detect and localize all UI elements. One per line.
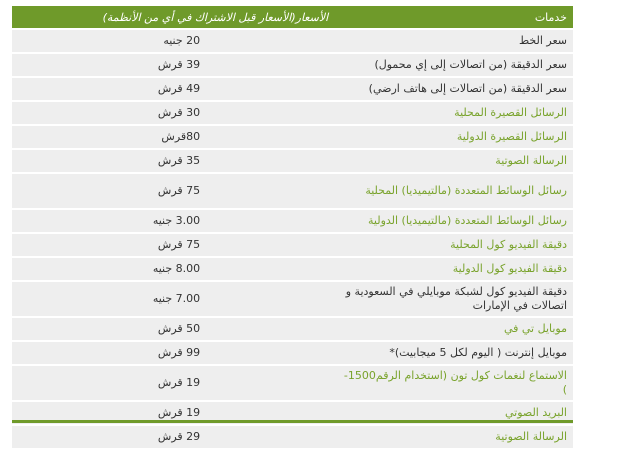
row-price: 19 قرش [12,366,334,400]
row-service-link[interactable]: البريد الصوتي [334,402,573,424]
row-price: 8.00 جنيه [12,258,334,280]
row-price: 30 قرش [12,102,334,124]
row-service: سعر الدقيقة (من اتصالات إلى إي محمول) [334,54,573,76]
row-service-link[interactable]: رسائل الوسائط المتعددة (مالتيميديا) المحلية [334,174,573,208]
pricing-table [12,4,573,450]
row-service-link[interactable]: رسائل الوسائط المتعددة (مالتيميديا) الدولية [334,210,573,232]
table-row [12,174,573,208]
row-price: 99 قرش [12,342,334,364]
row-price: 75 قرش [12,234,334,256]
row-service-link[interactable]: الرسالة الصوتية [334,426,573,448]
table-row [12,78,573,100]
row-price: 39 قرش [12,54,334,76]
table-row [12,282,573,316]
row-price: 75 قرش [12,174,334,208]
bottom-divider [12,420,573,423]
table-row [12,234,573,256]
row-price: 19 قرش [12,402,334,424]
row-service-link[interactable]: دقيقة الفيديو كول الدولية [334,258,573,280]
row-service-link[interactable]: موبايل تي في [334,318,573,340]
row-service-link[interactable]: دقيقة الفيديو كول المحلية [334,234,573,256]
row-service-link[interactable]: الاستماع لنغمات كول تون (استخدام الرقم1500- ) [334,366,573,400]
table-row [12,366,573,400]
row-service-link[interactable]: الرسائل القصيرة المحلية [334,102,573,124]
row-service: سعر الخط [334,30,573,52]
table-row [12,342,573,364]
table-row [12,210,573,232]
row-price: 3.00 جنيه [12,210,334,232]
row-service: دقيقة الفيديو كول لشبكة موبايلي في السعودية و اتصالات في الإمارات [334,282,573,316]
row-service-link[interactable]: الرسالة الصوتية [334,150,573,172]
table-row [12,126,573,148]
table-row [12,30,573,52]
table-row [12,426,573,448]
table-header-row [12,6,573,28]
table-row [12,258,573,280]
table-row [12,318,573,340]
row-price: 80قرش [12,126,334,148]
row-price: 29 قرش [12,426,334,448]
header-price: الأسعار(الأسعار قبل الاشتراك في أي من الأنظمة) [12,6,334,28]
row-price: 49 قرش [12,78,334,100]
table-row [12,102,573,124]
pricing-table-container [12,4,573,450]
header-service: خدمات [334,6,573,28]
row-price: 20 جنيه [12,30,334,52]
row-price: 50 قرش [12,318,334,340]
row-service: سعر الدقيقة (من اتصالات إلى هاتف ارضي) [334,78,573,100]
row-price: 7.00 جنيه [12,282,334,316]
row-service-link[interactable]: الرسائل القصيرة الدولية [334,126,573,148]
table-row [12,150,573,172]
row-service: موبايل إنترنت ( اليوم لكل 5 ميجابيت)* [334,342,573,364]
row-price: 35 قرش [12,150,334,172]
table-row [12,54,573,76]
